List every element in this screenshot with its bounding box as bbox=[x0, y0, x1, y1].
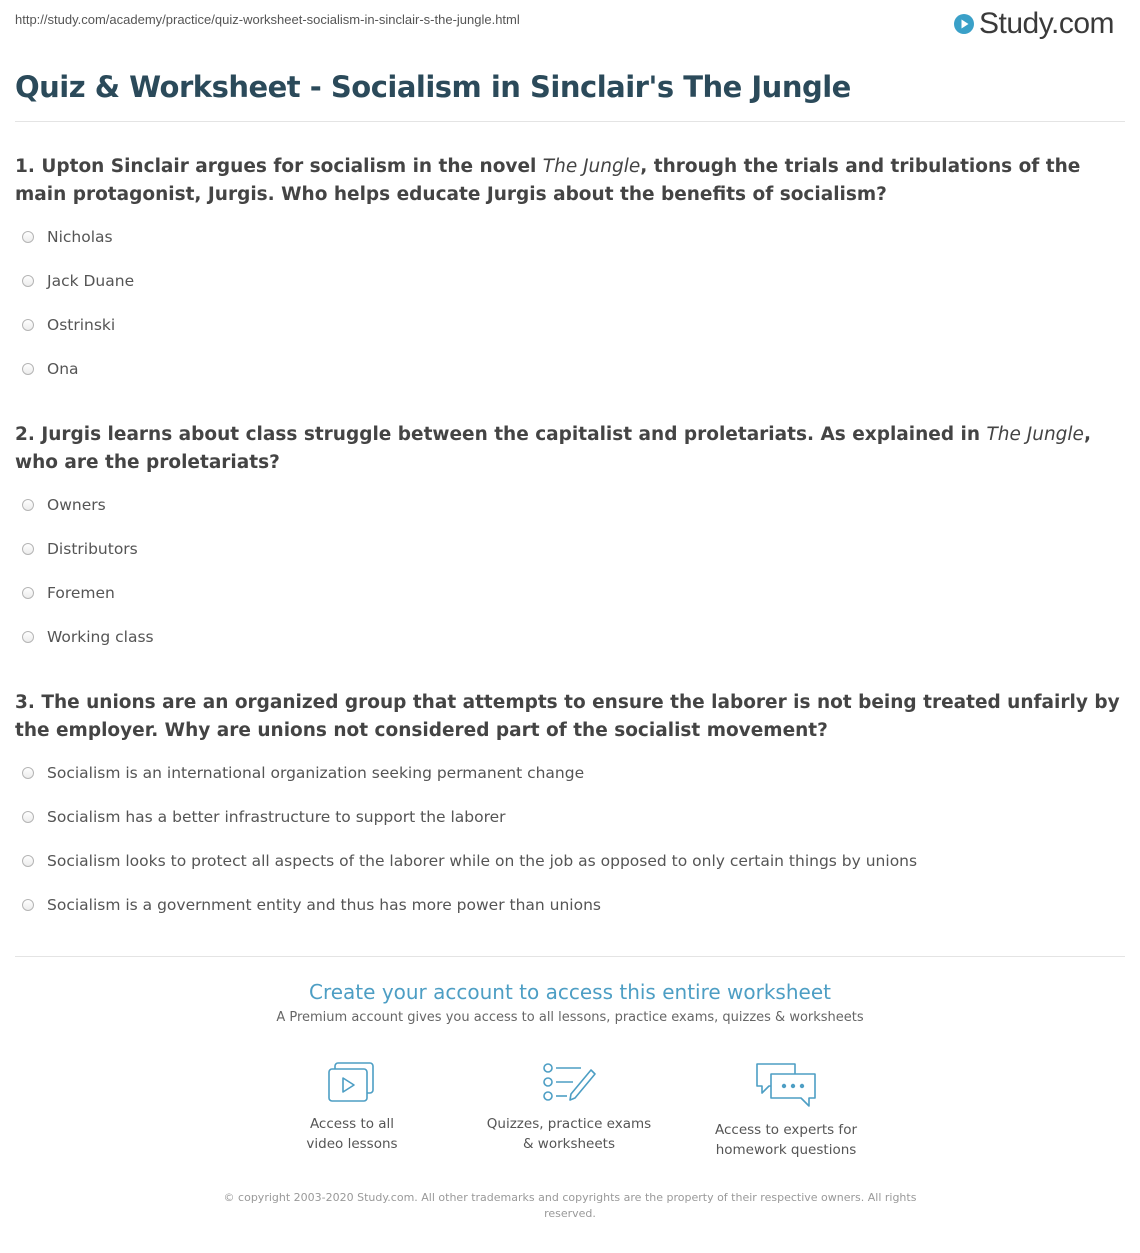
question-italic-title: The Jungle bbox=[986, 424, 1084, 445]
feature-video-lessons bbox=[252, 1060, 452, 1154]
answer-option[interactable] bbox=[22, 540, 138, 558]
answer-option[interactable] bbox=[22, 852, 917, 870]
option-label: Socialism looks to protect all aspects of the laborer while on the job as opposed to only certain things by unions bbox=[47, 852, 918, 870]
radio-button[interactable] bbox=[22, 319, 34, 331]
radio-button[interactable] bbox=[22, 543, 34, 555]
feature-label: video lessons bbox=[306, 1136, 398, 1152]
answer-option[interactable] bbox=[22, 584, 115, 602]
feature-label: Access to experts for bbox=[714, 1122, 857, 1138]
answer-option[interactable] bbox=[22, 316, 115, 334]
question-italic-title: The Jungle bbox=[542, 156, 641, 177]
option-label: Socialism is an international organization seeking permanent change bbox=[47, 764, 585, 782]
cta-subtitle: A Premium account gives you access to all lessons, practice exams, quizzes & worksheets bbox=[276, 1010, 864, 1025]
option-label: Ona bbox=[47, 360, 79, 378]
create-account-link[interactable]: Create your account to access this entire worksheet bbox=[309, 980, 831, 1004]
question-1 bbox=[15, 153, 1120, 209]
answer-option[interactable] bbox=[22, 628, 154, 646]
feature-label: homework questions bbox=[715, 1142, 857, 1158]
copyright-text: © copyright 2003-2020 Study.com. All other trademarks and copyrights are the property of their respective owners. All rights reserved. bbox=[223, 1191, 917, 1220]
logo-text: Study.com bbox=[979, 7, 1114, 40]
question-text: 1. Upton Sinclair argues for socialism in the novel bbox=[15, 156, 543, 177]
option-label: Distributors bbox=[47, 540, 138, 558]
radio-button[interactable] bbox=[22, 587, 34, 599]
question-3 bbox=[15, 689, 1120, 745]
quizzes-checklist-icon bbox=[541, 1060, 597, 1106]
feature-experts bbox=[686, 1060, 886, 1160]
answer-option[interactable] bbox=[22, 896, 601, 914]
page-title: Quiz & Worksheet - Socialism in Sinclair's The Jungle bbox=[15, 70, 851, 104]
expert-chat-icon bbox=[753, 1060, 819, 1112]
radio-button[interactable] bbox=[22, 855, 34, 867]
radio-button[interactable] bbox=[22, 899, 34, 911]
feature-label: Quizzes, practice exams bbox=[486, 1116, 652, 1132]
option-label: Socialism has a better infrastructure to support the laborer bbox=[47, 808, 506, 826]
radio-button[interactable] bbox=[22, 767, 34, 779]
question-text: 2. Jurgis learns about class struggle between the capitalist and proletariats. As explained in bbox=[15, 424, 987, 445]
answer-option[interactable] bbox=[22, 272, 134, 290]
radio-button[interactable] bbox=[22, 499, 34, 511]
question-text: 3. The unions are an organized group that attempts to ensure the laborer is not being treated unfairly by the employer. Why are unions not considered part of the socialist movement? bbox=[15, 692, 1120, 741]
play-circle-icon bbox=[953, 13, 975, 35]
option-label: Socialism is a government entity and thus has more power than unions bbox=[47, 896, 601, 914]
option-label: Jack Duane bbox=[47, 272, 135, 290]
video-lessons-icon bbox=[325, 1060, 379, 1106]
study-logo[interactable] bbox=[953, 8, 1114, 40]
radio-button[interactable] bbox=[22, 275, 34, 287]
option-label: Ostrinski bbox=[47, 316, 116, 334]
option-label: Owners bbox=[47, 496, 106, 514]
question-2 bbox=[15, 421, 1120, 477]
option-label: Working class bbox=[47, 628, 154, 646]
question-text: , through the trials and tribulations of the main protagonist, Jurgis. Who helps educate Jurgis about the benefits of socialism? bbox=[15, 156, 1081, 205]
radio-button[interactable] bbox=[22, 631, 34, 643]
radio-button[interactable] bbox=[22, 363, 34, 375]
radio-button[interactable] bbox=[22, 231, 34, 243]
option-label: Nicholas bbox=[47, 228, 113, 246]
answer-option[interactable] bbox=[22, 360, 79, 378]
feature-label: Access to all bbox=[309, 1116, 395, 1132]
option-label: Foremen bbox=[47, 584, 115, 602]
answer-option[interactable] bbox=[22, 496, 106, 514]
feature-quizzes bbox=[469, 1060, 669, 1154]
title-divider bbox=[15, 121, 1125, 122]
answer-option[interactable] bbox=[22, 808, 506, 826]
answer-option[interactable] bbox=[22, 228, 113, 246]
answer-option[interactable] bbox=[22, 764, 584, 782]
question-text: , who are the proletariats? bbox=[15, 424, 1091, 473]
radio-button[interactable] bbox=[22, 811, 34, 823]
page-url: http://study.com/academy/practice/quiz-worksheet-socialism-in-sinclair-s-the-jungle.html bbox=[15, 12, 520, 27]
feature-label: & worksheets bbox=[522, 1136, 615, 1152]
section-divider bbox=[15, 956, 1125, 957]
